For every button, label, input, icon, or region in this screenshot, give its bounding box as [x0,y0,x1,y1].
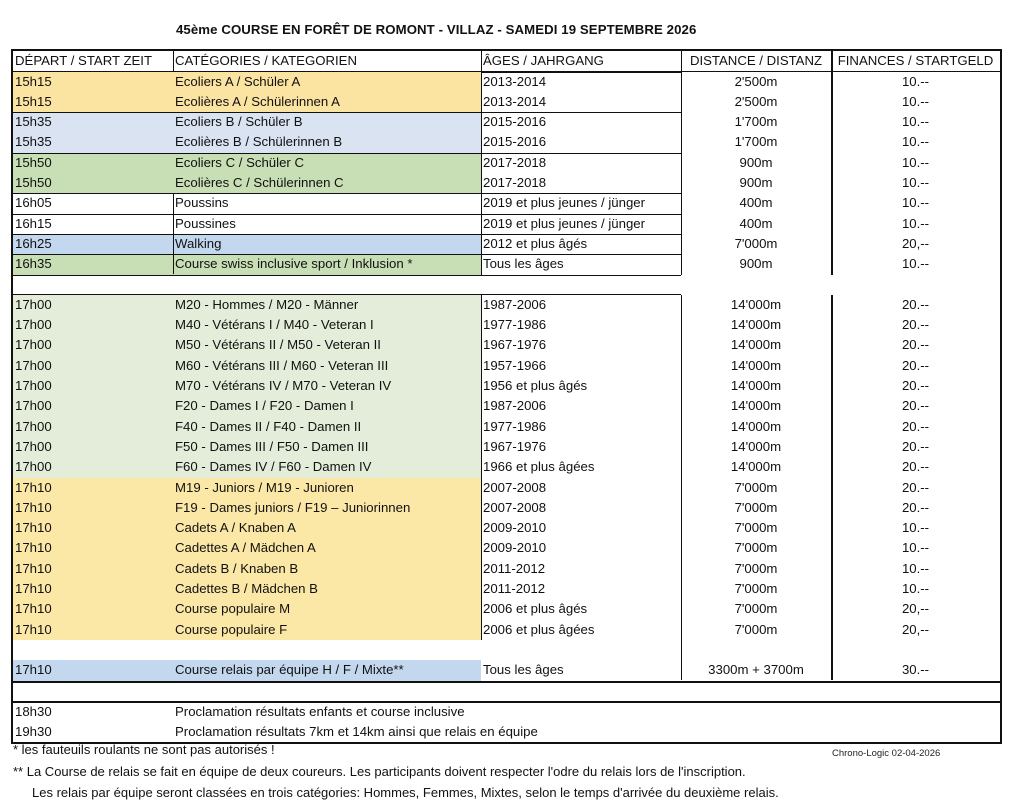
ages-cell: Tous les âges [483,662,564,678]
fee-cell: 20.-- [901,296,930,312]
fee-cell: 10.-- [901,114,930,130]
table-row [13,112,1000,132]
distance-cell: 14'000m [730,296,782,312]
grid-line [681,295,682,681]
distance-cell: 900m [739,175,773,190]
distance-cell: 7'000m [734,479,778,495]
fee-cell: 10.-- [901,520,930,536]
distance-cell: 14'000m [730,438,782,454]
fee-cell: 10.-- [901,134,930,150]
grid-line [831,295,833,681]
proclamation-row [13,722,1000,742]
ages-cell: 1987-2006 [483,296,547,312]
table-row [13,620,1000,640]
distance-cell: 7'000m [734,499,778,515]
ages-cell: 2015-2016 [483,114,547,130]
category-cell: F60 - Dames IV / F60 - Damen IV [175,459,372,475]
table-row [13,376,1000,396]
ages-cell: 2011-2012 [483,581,546,596]
time-cell: 17h10 [15,520,52,536]
ages-cell: 2019 et plus jeunes / jünger [483,195,646,211]
table-row [13,214,1000,234]
distance-cell: 1'700m [734,134,778,150]
schedule-table [11,49,1002,744]
fee-cell: 10.-- [901,93,930,109]
distance-cell: 7'000m [734,621,778,637]
grid-line [481,51,482,71]
fee-cell: 20.-- [901,398,930,414]
fee-cell: 10.-- [901,215,930,231]
category-cell: Course swiss inclusive sport / Inklusion * [175,256,413,272]
category-cell: M20 - Hommes / M20 - Männer [175,296,359,312]
table-row [13,254,1000,274]
table-row [13,295,1000,315]
fee-cell: 20.-- [901,378,930,393]
header-categories: CATÉGORIES / KATEGORIEN [175,53,357,68]
table-row [13,417,1000,437]
table-row [13,92,1000,112]
fee-cell: 10.-- [901,175,930,190]
header-ages: ÂGES / JAHRGANG [483,53,604,68]
grid-line [13,681,1000,683]
fee-cell: 20,-- [901,235,930,251]
footnote-relay-1: ** La Course de relais se fait en équipe de deux coureurs. Les participants doivent respecter l'odre du relais lors de l'inscription. [13,764,746,779]
fee-cell: 10.-- [901,540,930,556]
grid-line [13,275,681,276]
grid-line [481,295,482,640]
ages-cell: 2007-2008 [483,499,547,515]
footnote-wheelchairs: * les fauteuils roulants ne sont pas autorisés ! [13,742,275,757]
grid-line [13,234,681,235]
time-cell: 17h10 [15,621,52,637]
category-cell: Ecoliers C / Schüler C [175,154,304,170]
table-row [13,518,1000,538]
table-header-row [13,51,1000,71]
category-cell: Course relais par équipe H / F / Mixte** [175,662,404,678]
category-cell: Cadets B / Knaben B [175,560,299,576]
ages-cell: 1967-1976 [483,337,547,353]
category-cell: Ecolières A / Schülerinnen A [175,93,340,109]
grid-line [173,193,174,274]
header-depart: DÉPART / START ZEIT [15,53,153,68]
category-cell: Cadets A / Knaben A [175,520,296,536]
grid-line [13,112,681,113]
fee-cell: 20.-- [901,438,930,454]
table-row [13,315,1000,335]
category-cell: Ecolières C / Schülerinnen C [175,175,344,190]
time-cell: 17h00 [15,296,52,312]
category-cell: F40 - Dames II / F40 - Damen II [175,418,362,434]
distance-cell: 1'700m [734,114,778,130]
category-cell: F50 - Dames III / F50 - Damen III [175,438,369,454]
table-row [13,173,1000,193]
grid-line [13,153,681,154]
table-row [13,72,1000,92]
ages-cell: 2006 et plus âgées [483,621,595,637]
ages-cell: 2013-2014 [483,93,547,109]
fee-cell: 10.-- [901,154,930,170]
grid-line [13,254,681,255]
ages-cell: 1977-1986 [483,317,547,333]
fee-cell: 10.-- [901,195,930,211]
grid-line [831,51,833,71]
table-row [13,498,1000,518]
category-cell: Walking [175,235,222,251]
time-cell: 15h35 [15,134,52,150]
category-cell: M60 - Vétérans III / M60 - Veteran III [175,357,389,373]
distance-cell: 14'000m [730,317,782,333]
time-cell: 15h15 [15,93,52,109]
ages-cell: 2017-2018 [483,175,547,190]
table-row [13,599,1000,619]
ages-cell: 2015-2016 [483,134,547,150]
fee-cell: 20.-- [901,479,930,495]
ages-cell: 1987-2006 [483,398,547,414]
time-cell: 16h35 [15,256,52,272]
ages-cell: 2017-2018 [483,154,547,170]
time-cell: 17h00 [15,317,52,333]
table-row [13,234,1000,254]
fee-cell: 20,-- [901,601,930,617]
ages-cell: 1977-1986 [483,418,547,434]
ages-cell: 2011-2012 [483,560,546,576]
ages-cell: 2019 et plus jeunes / jünger [483,215,646,231]
proclamation-text: Proclamation résultats 7km et 14km ainsi que relais en équipe [175,724,538,740]
time-cell: 17h10 [15,560,52,576]
fee-cell: 20.-- [901,357,930,373]
category-cell: M70 - Vétérans IV / M70 - Veteran IV [175,378,392,393]
category-cell: Ecolières B / Schülerinnen B [175,134,343,150]
grid-line [481,72,482,275]
distance-cell: 14'000m [730,459,782,475]
time-cell: 18h30 [15,703,52,719]
time-cell: 17h00 [15,337,52,353]
ages-cell: 1957-1966 [483,357,547,373]
credit-text: Chrono-Logic 02-04-2026 [832,748,941,759]
header-distance: DISTANCE / DISTANZ [689,53,823,68]
table-row [13,193,1000,213]
ages-cell: Tous les âges [483,256,564,272]
grid-line [173,51,174,71]
distance-cell: 14'000m [730,357,782,373]
table-row [13,132,1000,152]
fee-cell: 30.-- [901,662,930,678]
distance-cell: 2'500m [734,93,778,109]
table-row [13,579,1000,599]
category-cell: Ecoliers A / Schüler A [175,73,301,89]
fee-cell: 10.-- [901,73,930,89]
time-cell: 17h00 [15,459,52,475]
time-cell: 17h10 [15,540,52,556]
time-cell: 17h10 [15,601,52,617]
grid-line [481,72,681,73]
fee-cell: 20.-- [901,459,930,475]
distance-cell: 900m [739,256,773,272]
distance-cell: 7'000m [734,540,778,556]
time-cell: 17h00 [15,438,52,454]
fee-cell: 10.-- [901,581,930,596]
fee-cell: 10.-- [901,256,930,272]
time-cell: 15h50 [15,175,52,190]
distance-cell: 14'000m [730,337,782,353]
distance-cell: 7'000m [734,601,778,617]
grid-line [13,701,1000,703]
distance-cell: 7'000m [734,560,778,576]
fee-cell: 20,-- [901,621,930,637]
category-cell: F20 - Dames I / F20 - Damen I [175,398,354,414]
proclamation-text: Proclamation résultats enfants et course inclusive [175,703,465,719]
distance-cell: 7'000m [734,520,778,536]
ages-cell: 2009-2010 [483,540,547,556]
ages-cell: 2006 et plus âgés [483,601,588,617]
time-cell: 17h00 [15,378,52,393]
time-cell: 17h10 [15,662,52,678]
time-cell: 15h15 [15,73,52,89]
ages-cell: 1967-1976 [483,438,547,454]
distance-cell: 2'500m [734,73,778,89]
ages-cell: 2007-2008 [483,479,547,495]
header-finances: FINANCES / STARTGELD [837,53,994,68]
time-cell: 16h15 [15,215,52,231]
ages-cell: 2012 et plus âgés [483,235,588,251]
distance-cell: 7'000m [734,235,778,251]
fee-cell: 20.-- [901,337,930,353]
ages-cell: 2009-2010 [483,520,547,536]
category-cell: M50 - Vétérans II / M50 - Veteran II [175,337,381,353]
grid-line [13,294,681,295]
category-cell: F19 - Dames juniors / F19 – Juniorinnen [175,499,411,515]
time-cell: 15h35 [15,114,52,130]
category-cell: Cadettes A / Mädchen A [175,540,316,556]
category-cell: Cadettes B / Mädchen B [175,581,318,596]
grid-line [831,72,833,275]
distance-cell: 14'000m [730,378,782,393]
category-cell: Ecoliers B / Schüler B [175,114,303,130]
table-row [13,457,1000,477]
distance-cell: 14'000m [730,418,782,434]
time-cell: 17h10 [15,499,52,515]
proclamation-row [13,702,1000,722]
time-cell: 16h05 [15,195,52,211]
category-cell: Course populaire M [175,601,291,617]
ages-cell: 1966 et plus âgées [483,459,595,475]
distance-cell: 900m [739,154,773,170]
fee-cell: 20.-- [901,317,930,333]
distance-cell: 7'000m [734,581,778,596]
fee-cell: 20.-- [901,418,930,434]
grid-line [13,214,681,215]
time-cell: 16h25 [15,235,52,251]
time-cell: 17h00 [15,398,52,414]
time-cell: 17h10 [15,479,52,495]
distance-cell: 14'000m [730,398,782,414]
time-cell: 17h00 [15,357,52,373]
category-cell: Poussines [175,215,236,231]
table-row [13,356,1000,376]
time-cell: 17h00 [15,418,52,434]
footnote-relay-2: Les relais par équipe seront classées en trois catégories: Hommes, Femmes, Mixtes, selon le temps d'arrivée du deuxième relais. [32,785,779,800]
fee-cell: 10.-- [901,560,930,576]
grid-line [13,193,681,194]
ages-cell: 2013-2014 [483,73,547,89]
table-row [13,478,1000,498]
table-row [13,335,1000,355]
table-row [13,153,1000,173]
table-row [13,660,1000,680]
category-cell: M19 - Juniors / M19 - Junioren [175,479,354,495]
table-row [13,538,1000,558]
table-row [13,559,1000,579]
distance-cell: 400m [739,215,773,231]
table-row [13,396,1000,416]
time-cell: 19h30 [15,724,52,740]
time-cell: 17h10 [15,581,52,596]
distance-cell: 400m [739,195,773,211]
page-title: 45ème COURSE EN FORÊT DE ROMONT - VILLAZ - SAMEDI 19 SEPTEMBRE 2026 [176,22,697,37]
category-cell: Poussins [175,195,229,211]
time-cell: 15h50 [15,154,52,170]
ages-cell: 1956 et plus âgés [483,378,588,393]
category-cell: M40 - Vétérans I / M40 - Veteran I [175,317,374,333]
distance-cell: 3300m + 3700m [708,662,804,678]
grid-line [681,72,682,275]
table-row [13,437,1000,457]
category-cell: Course populaire F [175,621,288,637]
fee-cell: 20.-- [901,499,930,515]
grid-line [681,51,682,71]
